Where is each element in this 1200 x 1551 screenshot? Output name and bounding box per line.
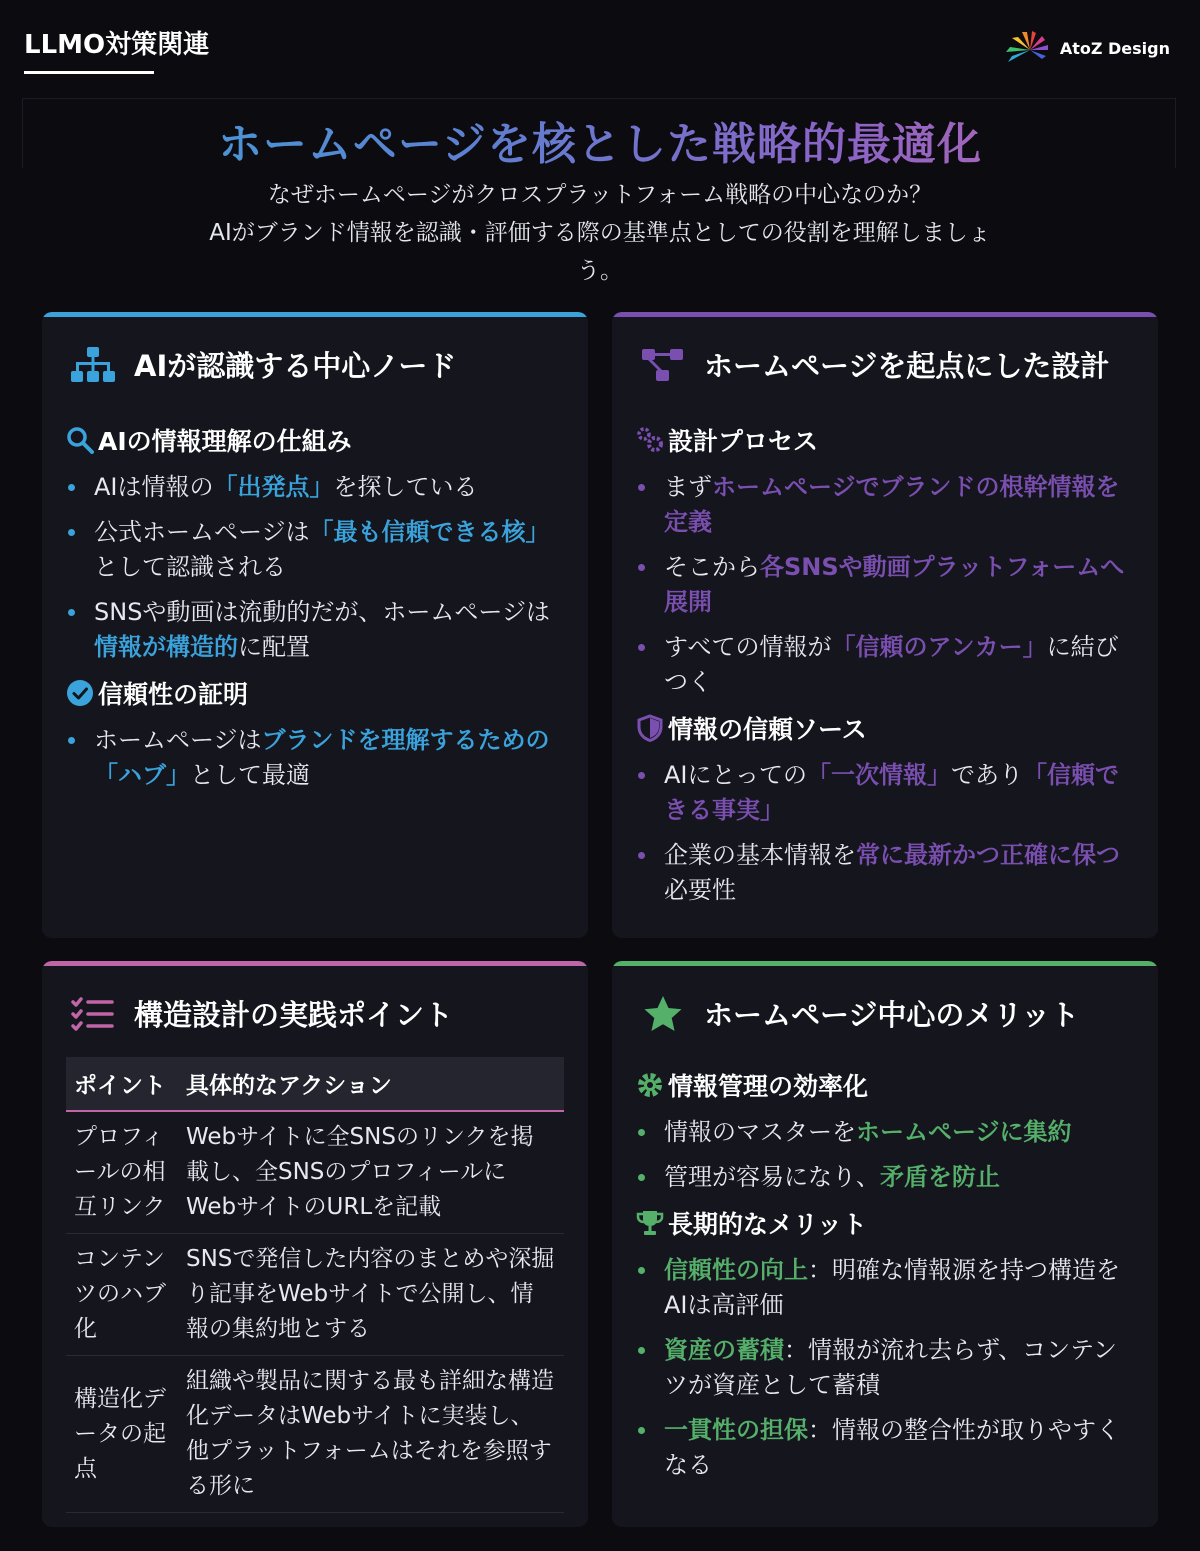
brand-logo (1004, 30, 1170, 66)
list-item: 信頼性の向上：明確な情報源を持つ構造をAIは高評価 (636, 1253, 1134, 1323)
card-body (636, 412, 1134, 918)
card-title: ホームページ中心のメリット (704, 998, 1080, 1032)
section-heading (636, 422, 1134, 458)
card-design-origin (612, 312, 1158, 938)
shield-icon (636, 714, 664, 742)
subtitle-line: AIがブランド情報を認識・評価する際の基準点としての役割を理解しましょ (209, 220, 991, 246)
points-table (66, 1057, 564, 1513)
table-row (66, 1111, 564, 1234)
card-accent-bar (612, 961, 1158, 966)
check-circle-icon (66, 679, 94, 707)
section-heading (636, 710, 1134, 746)
card-header (70, 344, 456, 385)
list-item: 一貫性の担保：情報の整合性が取りやすくなる (636, 1413, 1134, 1483)
table-row (66, 1234, 564, 1356)
table-row (66, 1356, 564, 1513)
list-item: 公式ホームページは「最も信頼できる核」として認識される (66, 515, 564, 585)
gears-icon (636, 426, 664, 454)
section-heading (66, 422, 564, 458)
subtitle-line: う。 (577, 258, 623, 284)
list-item: 管理が容易になり、矛盾を防止 (636, 1160, 1134, 1195)
trophy-icon (636, 1209, 664, 1237)
section-label: AIの情報理解の仕組み (98, 427, 352, 456)
list-item: SNSや動画は流動的だが、ホームページは情報が構造的に配置 (66, 595, 564, 665)
list-item: そこから各SNSや動画プラットフォームへ展開 (636, 550, 1134, 620)
card-body (66, 1057, 564, 1513)
card-title: AIが認識する中心ノード (134, 349, 457, 383)
card-accent-bar (612, 312, 1158, 317)
top-bar (0, 0, 1200, 90)
table-cell: プロフィールの相互リンク (66, 1111, 178, 1234)
card-body (636, 1057, 1134, 1493)
card-header (640, 993, 1079, 1034)
bullet-list (66, 723, 564, 793)
gear-icon (636, 1071, 664, 1099)
category-tag: LLMO対策関連 (24, 24, 154, 74)
list-item: 企業の基本情報を常に最新かつ正確に保つ必要性 (636, 838, 1134, 908)
list-item: ホームページはブランドを理解するための「ハブ」として最適 (66, 723, 564, 793)
table-cell: Webサイトに全SNSのリンクを掲載し、全SNSのプロフィールにWebサイトのURLを記載 (178, 1111, 564, 1234)
card-header (70, 993, 453, 1034)
star-icon (640, 994, 686, 1034)
diagram-icon (640, 347, 686, 383)
table-cell: 組織や製品に関する最も詳細な構造化データはWebサイトに実装し、他プラットフォームはそれを参照する形に (178, 1356, 564, 1513)
card-structure-points (42, 961, 588, 1527)
section-label: 情報の信頼ソース (668, 715, 867, 744)
section-heading (66, 675, 564, 711)
card-title: ホームページを起点にした設計 (704, 349, 1110, 383)
card-merits (612, 961, 1158, 1527)
bullet-list (636, 758, 1134, 908)
list-item: 資産の蓄積：情報が流れ去らず、コンテンツが資産として蓄積 (636, 1333, 1134, 1403)
list-item: AIは情報の「出発点」を探している (66, 470, 564, 505)
table-header-cell: 具体的なアクション (178, 1057, 564, 1111)
brand-name: AtoZ Design (1059, 38, 1170, 58)
list-item: まずホームページでブランドの根幹情報を定義 (636, 470, 1134, 540)
sitemap-icon (70, 347, 116, 383)
card-title: 構造設計の実践ポイント (134, 998, 454, 1032)
page-title: ホームページを核とした戦略的最適化 (0, 108, 1200, 172)
card-accent-bar (42, 961, 588, 966)
search-icon (66, 426, 94, 454)
bullet-list (66, 470, 564, 665)
section-label: 設計プロセス (668, 427, 819, 456)
page-subtitle (150, 176, 1050, 290)
bullet-list (636, 1253, 1134, 1483)
table-header-row (66, 1057, 564, 1111)
list-item: 情報のマスターをホームページに集約 (636, 1115, 1134, 1150)
section-heading (636, 1205, 1134, 1241)
card-accent-bar (42, 312, 588, 317)
brand-burst-icon (1004, 30, 1052, 66)
card-central-node (42, 312, 588, 938)
card-header (640, 344, 1109, 385)
card-body (66, 412, 564, 803)
section-heading (636, 1067, 1134, 1103)
bullet-list (636, 1115, 1134, 1195)
section-label: 信頼性の証明 (98, 680, 249, 709)
table-cell: コンテンツのハブ化 (66, 1234, 178, 1356)
list-check-icon (70, 996, 116, 1032)
table-header-cell: ポイント (66, 1057, 178, 1111)
table-cell: SNSで発信した内容のまとめや深掘り記事をWebサイトで公開し、情報の集約地とする (178, 1234, 564, 1356)
subtitle-line: なぜホームページがクロスプラットフォーム戦略の中心なのか？ (267, 182, 933, 208)
list-item: AIにとっての「一次情報」であり「信頼できる事実」 (636, 758, 1134, 828)
list-item: すべての情報が「信頼のアンカー」に結びつく (636, 630, 1134, 700)
bullet-list (636, 470, 1134, 700)
table-cell: 構造化データの起点 (66, 1356, 178, 1513)
section-label: 情報管理の効率化 (668, 1072, 869, 1101)
section-label: 長期的なメリット (668, 1210, 868, 1239)
